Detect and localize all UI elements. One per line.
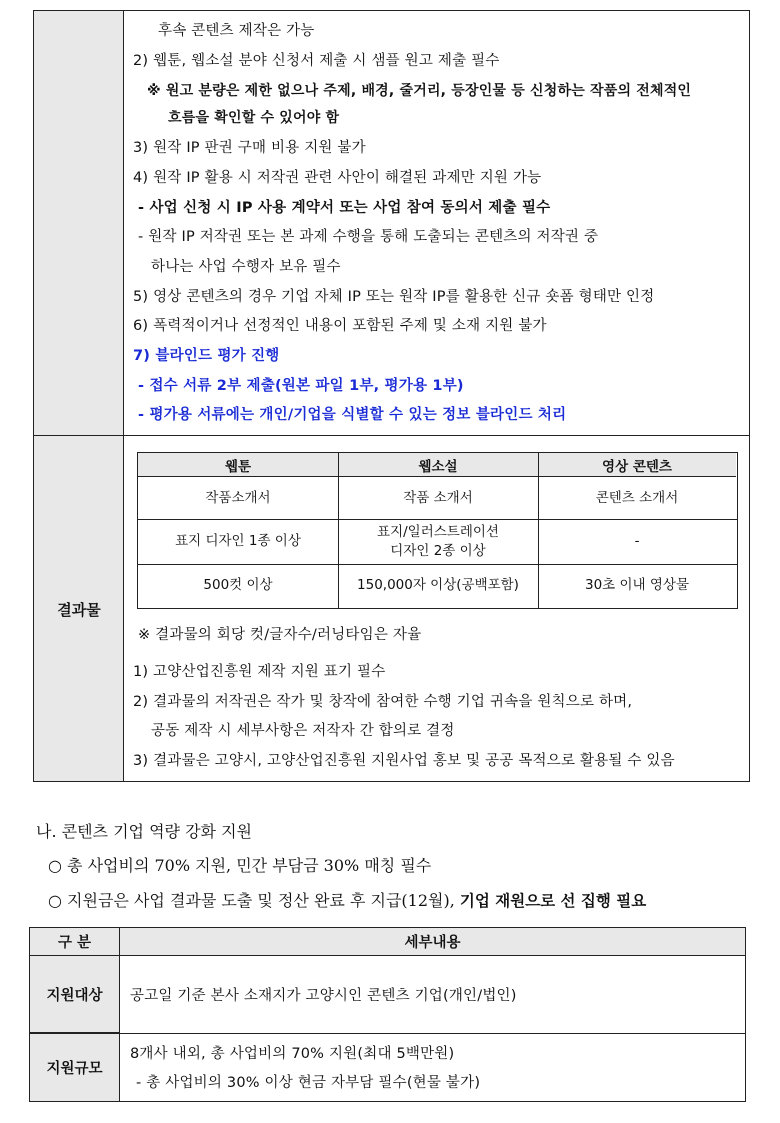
result-label: 결과물	[57, 600, 101, 619]
req-line-4-sub1: - 사업 신청 시 IP 사용 계약서 또는 사업 참여 동의서 제출 필수	[138, 200, 551, 216]
req-line-4: 4) 원작 IP 활용 시 저작권 관련 사안이 해결된 과제만 지원 가능	[133, 170, 542, 186]
target-detail: 공고일 기준 본사 소재지가 고양시인 콘텐츠 기업(개인/법인)	[130, 988, 517, 1004]
label-target: 지원대상	[30, 956, 120, 1033]
cell-r2c1: 표지 디자인 1종 이상	[175, 533, 301, 549]
req-line-4-sub2: - 원작 IP 저작권 또는 본 과제 수행을 통해 도출되는 콘텐츠의 저작권 중	[138, 229, 599, 245]
result-line-2: 2) 결과물의 저작권은 작가 및 창작에 참여한 수행 기업 귀속을 원칙으로 하며,	[133, 694, 633, 710]
header-webtoon: 웹툰	[138, 453, 338, 477]
req-line-7-blind: 7) 블라인드 평가 진행	[133, 348, 280, 364]
cell-r1c1: 작품소개서	[205, 489, 271, 506]
result-line-2-cont: 공동 제작 시 세부사항은 저작자 간 합의로 결정	[151, 723, 455, 739]
bullet-payment-text: ○ 지원금은 사업 결과물 도출 및 정산 완료 후 지급(12월),	[48, 891, 460, 910]
bullet-funding-ratio: ○ 총 사업비의 70% 지원, 민간 부담금 30% 매칭 필수	[48, 856, 432, 875]
row-divider	[34, 435, 749, 436]
req-note-line: ※ 원고 분량은 제한 없으나 주제, 배경, 줄거리, 등장인물 등 신청하는 작품의 전체적인	[147, 83, 692, 99]
req-line-6: 6) 폭력적이거나 선정적인 내용이 포함된 주제 및 소재 지원 불가	[133, 318, 547, 334]
deliverables-table	[137, 452, 738, 609]
bullet-payment-bold: 기업 재원으로 선 집행 필요	[459, 892, 647, 910]
cell-r3c2: 150,000자 이상(공백포함)	[357, 577, 519, 593]
req-note-line-cont: 흐름을 확인할 수 있어야 함	[168, 110, 340, 126]
scale-detail-1: 8개사 내외, 총 사업비의 70% 지원(최대 5백만원)	[130, 1046, 455, 1062]
header-webnovel: 웹소설	[338, 453, 538, 477]
header-video: 영상 콘텐츠	[538, 453, 736, 477]
req-line-3: 3) 원작 IP 판권 구매 비용 지원 불가	[133, 140, 366, 156]
cell-r3c1: 500컷 이상	[203, 577, 273, 593]
cell-r3c3: 30초 이내 영상물	[584, 577, 689, 593]
bullet-payment	[48, 890, 646, 912]
header-details: 세부내용	[120, 928, 745, 956]
cell-r2c3: -	[634, 533, 640, 549]
cell-r1c3: 콘텐츠 소개서	[595, 489, 679, 506]
label-scale: 지원규모	[30, 1034, 120, 1101]
cell-r1c2: 작품 소개서	[403, 489, 473, 506]
req-line-1: 2) 웹툰, 웹소설 분야 신청서 제출 시 샘플 원고 제출 필수	[133, 53, 500, 69]
req-line-0: 후속 콘텐츠 제작은 가능	[158, 23, 315, 39]
top-requirements-table	[33, 10, 750, 782]
support-table	[29, 927, 746, 1102]
row-divider	[30, 1033, 745, 1034]
req-line-5: 5) 영상 콘텐츠의 경우 기업 자체 IP 또는 원작 IP를 활용한 신규 숏폼 형태만 인정	[133, 289, 655, 305]
scale-detail-2: - 총 사업비의 30% 이상 현금 자부담 필수(현물 불가)	[136, 1075, 481, 1091]
req-line-7-sub1: - 접수 서류 2부 제출(원본 파일 1부, 평가용 1부)	[138, 378, 464, 394]
result-note: ※ 결과물의 회당 컷/글자수/러닝타임은 자율	[138, 627, 422, 643]
req-line-4-sub2-cont: 하나는 사업 수행자 보유 필수	[151, 259, 341, 275]
req-line-7-sub2: - 평가용 서류에는 개인/기업을 식별할 수 있는 정보 블라인드 처리	[138, 407, 567, 423]
cell-r2c2: 표지/일러스트레이션 디자인 2종 이상	[377, 523, 499, 559]
result-line-1: 1) 고양산업진흥원 제작 지원 표기 필수	[133, 664, 386, 680]
result-line-3: 3) 결과물은 고양시, 고양산업진흥원 지원사업 홍보 및 공공 목적으로 활용될 수 있음	[133, 753, 675, 769]
header-category: 구 분	[30, 928, 120, 956]
section-heading: 나. 콘텐츠 기업 역량 강화 지원	[36, 822, 252, 841]
